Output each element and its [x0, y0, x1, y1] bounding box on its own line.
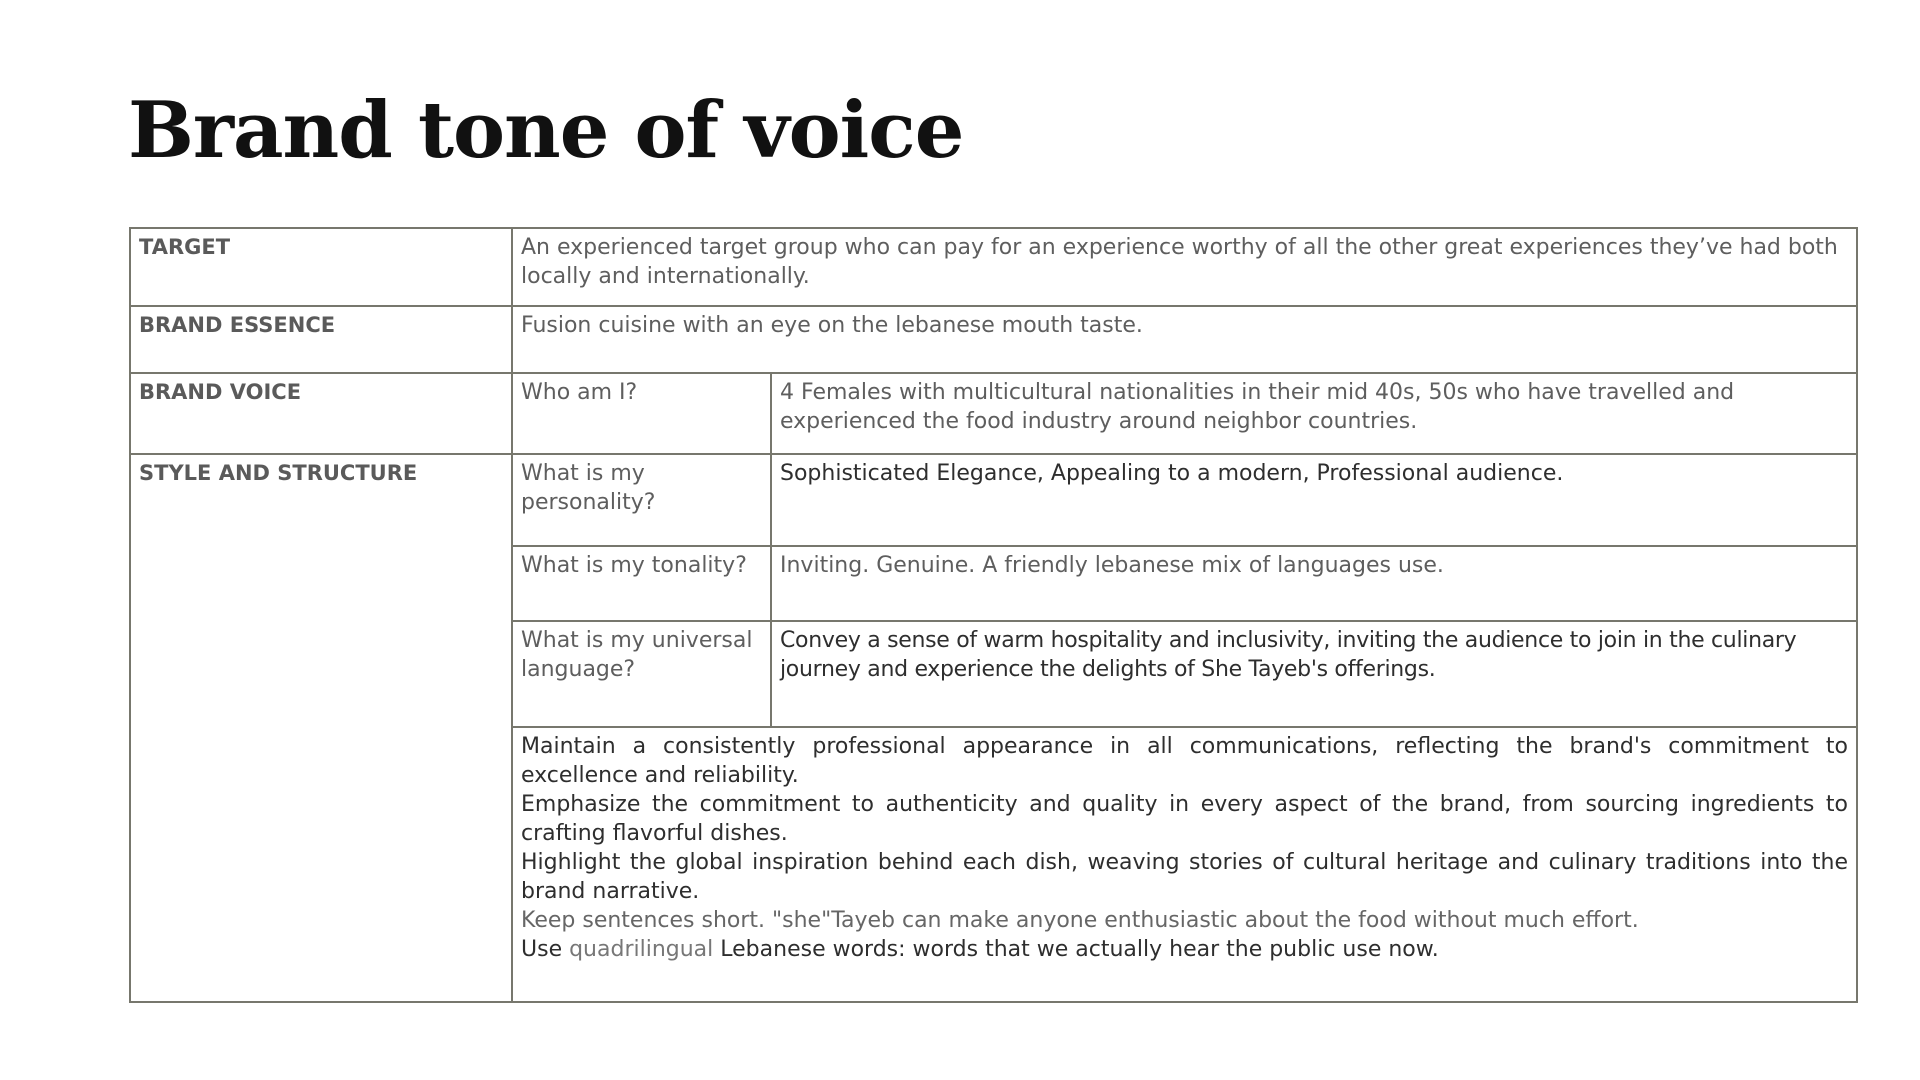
- guideline-professional: Maintain a consistently professional appearance in all communications, reflecting the brand's commitment to excellence and reliability.: [521, 734, 1849, 788]
- tonality-question: What is my tonality?: [512, 546, 771, 621]
- brand-tone-table: [129, 227, 1858, 1003]
- tonality-answer: Inviting. Genuine. A friendly lebanese mix of languages use.: [771, 546, 1857, 621]
- page-title: Brand tone of voice: [128, 85, 964, 176]
- target-value: An experienced target group who can pay for an experience worthy of all the other great experiences they’ve had both locally and internationally.: [512, 228, 1857, 306]
- guideline-lebanese-suffix: Lebanese words: words that we actually hear the public use now.: [713, 937, 1439, 962]
- personality-question: What is my personality?: [512, 454, 771, 546]
- guideline-quadrilingual: quadrilingual: [569, 937, 714, 962]
- guideline-authenticity: Emphasize the commitment to authenticity and quality in every aspect of the brand, from sourcing ingredients to crafting flavorful dishes.: [521, 792, 1849, 846]
- guideline-lebanese-prefix: Use: [521, 937, 570, 962]
- style-structure-label: STYLE AND STRUCTURE: [130, 454, 512, 1002]
- brand-voice-question: Who am I?: [512, 373, 771, 454]
- brand-voice-label: BRAND VOICE: [130, 373, 512, 454]
- table-row-brand-voice: [130, 373, 1857, 454]
- brand-voice-answer: 4 Females with multicultural nationalities in their mid 40s, 50s who have travelled and experienced the food industry around neighbor countries.: [771, 373, 1857, 454]
- universal-language-question: What is my universal language?: [512, 621, 771, 727]
- table-row-target: [130, 228, 1857, 306]
- guideline-short-sentences: Keep sentences short. "she"Tayeb can make anyone enthusiastic about the food without much effort.: [521, 908, 1639, 933]
- guideline-lebanese-words: [521, 935, 1848, 964]
- personality-answer: Sophisticated Elegance, Appealing to a modern, Professional audience.: [771, 454, 1857, 546]
- table-row-personality: [130, 454, 1857, 546]
- style-guidelines: [512, 727, 1857, 1002]
- table-row-brand-essence: [130, 306, 1857, 373]
- brand-essence-label: BRAND ESSENCE: [130, 306, 512, 373]
- guideline-global-inspiration: Highlight the global inspiration behind each dish, weaving stories of cultural heritage and culinary traditions into the brand narrative.: [521, 850, 1849, 904]
- target-label: TARGET: [130, 228, 512, 306]
- universal-language-answer: Convey a sense of warm hospitality and inclusivity, inviting the audience to join in the culinary journey and experience the delights of She Tayeb's offerings.: [771, 621, 1857, 727]
- brand-essence-value: Fusion cuisine with an eye on the lebanese mouth taste.: [512, 306, 1857, 373]
